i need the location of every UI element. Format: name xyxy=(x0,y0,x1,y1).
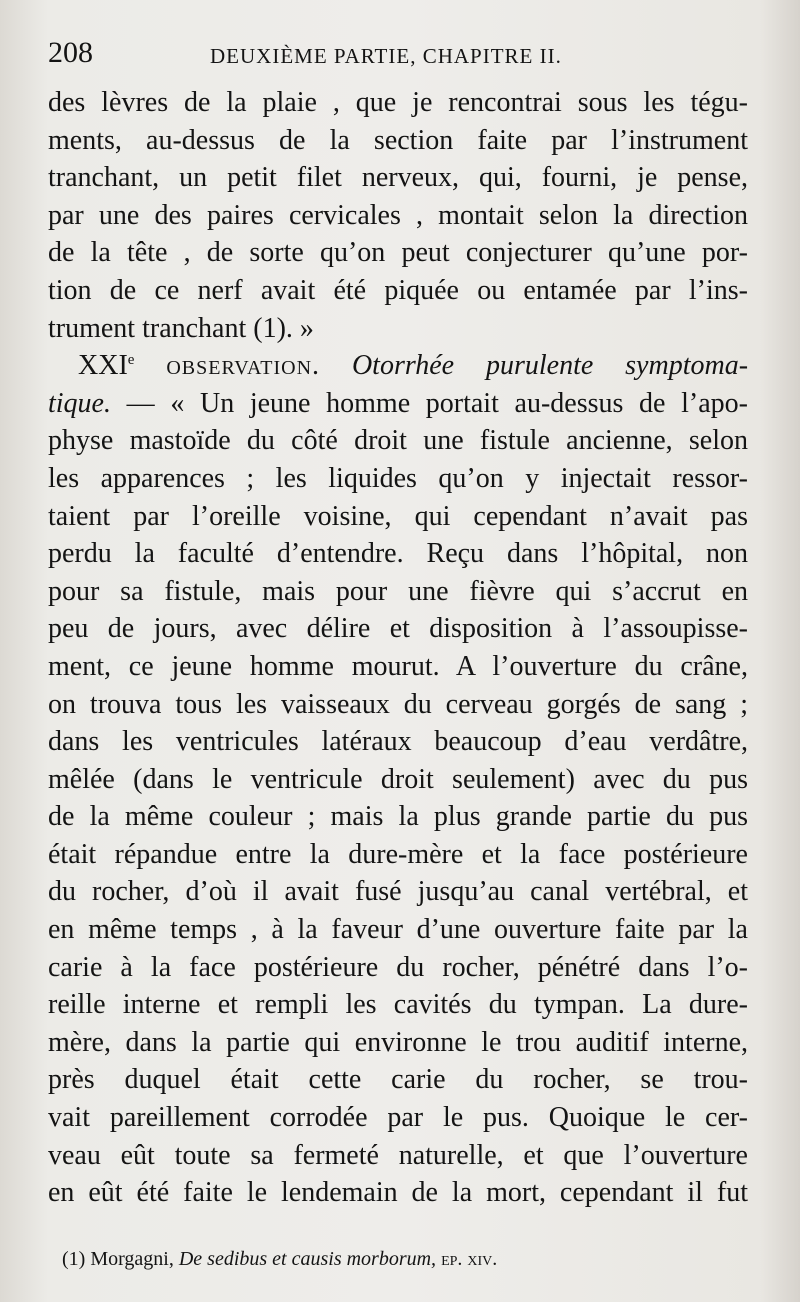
text-line: en eût été faite le lendemain de la mort, cependant il fut xyxy=(48,1177,748,1209)
text-line: près duquel était cette carie du rocher, se trou- xyxy=(48,1064,748,1096)
text-line: peu de jours, avec délire et disposition à l’assoupisse- xyxy=(48,613,748,645)
text-line: trument tranchant (1). » xyxy=(48,312,314,344)
footnote-author: Morgagni, xyxy=(90,1248,174,1270)
text-line: les apparences ; les liquides qu’on y injectait ressor- xyxy=(48,462,748,494)
observation-number: XXI xyxy=(78,350,128,382)
text-line: en même temps , à la faveur d’une ouverture faite par la xyxy=(48,914,748,946)
page-number: 208 xyxy=(48,36,93,69)
text-line: perdu la faculté d’entendre. Reçu dans l’hôpital, non xyxy=(48,538,748,570)
text-line: de la tête , de sorte qu’on peut conjecturer qu’une por- xyxy=(48,237,748,269)
footnote xyxy=(62,1248,762,1271)
text-line: mère, dans la partie qui environne le trou auditif interne, xyxy=(48,1026,748,1058)
text-line: tranchant, un petit filet nerveux, qui, fourni, je pense, xyxy=(48,162,748,194)
footnote-marker: (1) xyxy=(62,1248,86,1270)
text-line: tion de ce nerf avait été piquée ou entamée par l’ins- xyxy=(48,274,748,306)
page-header xyxy=(48,36,748,76)
observation-label: observation. xyxy=(166,350,321,382)
observation-title-end: tique. xyxy=(48,387,111,419)
footnote-ref: ep. xiv. xyxy=(441,1248,498,1270)
text-line: de la même couleur ; mais la plus grande partie du pus xyxy=(48,801,748,833)
text-line: dans les ventricules latéraux beaucoup d’eau verdâtre, xyxy=(48,726,748,758)
text-line: pour sa fistule, mais pour une fièvre qui s’accrut en xyxy=(48,575,748,607)
text-line: on trouva tous les vaisseaux du cerveau gorgés de sang ; xyxy=(48,688,748,720)
observation-text-start: — « Un jeune homme portait au-dessus de l’apo- xyxy=(126,387,748,419)
text-line: taient par l’oreille voisine, qui cependant n’avait pas xyxy=(48,500,748,532)
text-line: mêlée (dans le ventricule droit seulement) avec du pus xyxy=(48,763,748,795)
text-line: reille interne et rempli les cavités du tympan. La dure- xyxy=(48,989,748,1021)
text-line: était répandue entre la dure-mère et la face postérieure xyxy=(48,838,748,870)
text-line: physe mastoïde du côté droit une fistule ancienne, selon xyxy=(48,425,748,457)
text-line: ments, au-dessus de la section faite par l’instrument xyxy=(48,124,748,156)
observation-title: Otorrhée purulente symptoma- xyxy=(351,350,749,382)
observation-number-sup: e xyxy=(127,352,135,369)
observation-heading-line xyxy=(48,347,748,385)
text-line xyxy=(48,385,748,423)
text-line: carie à la face postérieure du rocher, pénétré dans l’o- xyxy=(48,951,748,983)
text-line: veau eût toute sa fermeté naturelle, et que l’ouverture xyxy=(48,1139,748,1171)
text-line: par une des paires cervicales , montait selon la direction xyxy=(48,199,748,231)
body-text xyxy=(48,84,748,1212)
footnote-title: De sedibus et causis morborum, xyxy=(178,1248,437,1270)
text-line: ment, ce jeune homme mourut. A l’ouverture du crâne, xyxy=(48,650,748,682)
text-line: des lèvres de la plaie , que je rencontrai sous les tégu- xyxy=(48,87,748,118)
text-line: vait pareillement corrodée par le pus. Quoique le cer- xyxy=(48,1102,748,1134)
running-head: DEUXIÈME PARTIE, CHAPITRE II. xyxy=(210,44,562,68)
text-line: du rocher, d’où il avait fusé jusqu’au canal vertébral, et xyxy=(48,876,748,908)
